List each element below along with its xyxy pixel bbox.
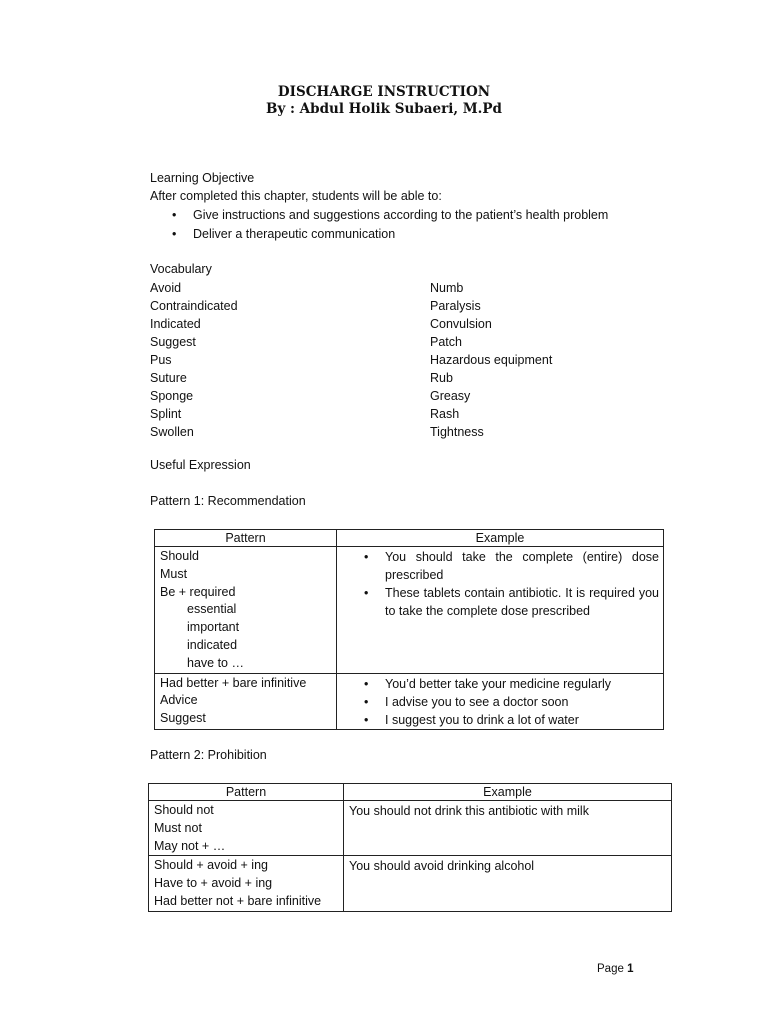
pattern-text: have to … bbox=[187, 655, 244, 670]
vocabulary-word: Indicated bbox=[150, 317, 201, 331]
document-author: By : Abdul Holik Subaeri, M.Pd bbox=[266, 101, 502, 117]
prohibition-table bbox=[148, 783, 672, 912]
vocabulary-word: Hazardous equipment bbox=[430, 353, 553, 367]
table-row bbox=[149, 801, 672, 856]
column-header-pattern: Pattern bbox=[155, 530, 337, 547]
vocabulary-left-column bbox=[150, 279, 238, 441]
column-header-example: Example bbox=[344, 784, 672, 801]
pattern-text: Had better not + bare infinitive bbox=[154, 893, 322, 908]
pattern1-heading: Pattern 1: Recommendation bbox=[150, 494, 306, 508]
pattern-text: Had better + bare infinitive bbox=[160, 675, 307, 690]
pattern-cell bbox=[149, 856, 344, 911]
pattern-text: Should + avoid + ing bbox=[154, 858, 268, 873]
vocabulary-heading: Vocabulary bbox=[150, 262, 212, 276]
vocabulary-word: Rash bbox=[430, 407, 460, 421]
page-label: Page bbox=[597, 963, 624, 975]
vocabulary-word: Contraindicated bbox=[150, 299, 238, 313]
pattern-text: Advice bbox=[160, 693, 198, 708]
example-cell: You should avoid drinking alcohol bbox=[344, 856, 672, 911]
vocabulary-word: Rub bbox=[430, 371, 453, 385]
example-cell bbox=[337, 673, 664, 729]
pattern-text: indicated bbox=[187, 637, 238, 652]
example-cell bbox=[337, 547, 664, 674]
pattern-cell bbox=[155, 673, 337, 729]
vocabulary-word: Swollen bbox=[150, 425, 194, 439]
example-text: • You’d better take your medicine regularly bbox=[342, 675, 659, 693]
pattern-text: Be + required bbox=[160, 584, 236, 599]
page-number: 1 bbox=[627, 963, 634, 975]
objective-list bbox=[150, 206, 608, 244]
example-text: • I advise you to see a doctor soon bbox=[342, 693, 659, 711]
pattern-text: Have to + avoid + ing bbox=[154, 876, 273, 891]
pattern-text: essential bbox=[187, 602, 237, 617]
learning-objective-intro: After completed this chapter, students will be able to: bbox=[150, 189, 442, 203]
vocabulary-word: Splint bbox=[150, 407, 182, 421]
vocabulary-word: Suggest bbox=[150, 335, 196, 349]
pattern2-heading: Pattern 2: Prohibition bbox=[150, 748, 267, 762]
pattern-text: May not + … bbox=[154, 838, 226, 853]
pattern-text: Should not bbox=[154, 803, 214, 817]
vocabulary-word: Patch bbox=[430, 335, 462, 349]
pattern-cell bbox=[155, 547, 337, 674]
pattern-text: Must bbox=[160, 566, 188, 581]
vocabulary-word: Suture bbox=[150, 371, 187, 385]
pattern-text: Suggest bbox=[160, 711, 206, 726]
list-item: • Give instructions and suggestions according to the patient’s health problem bbox=[150, 206, 608, 225]
page-number-footer bbox=[597, 963, 633, 975]
pattern-text: Must not bbox=[154, 820, 202, 835]
learning-objective-heading: Learning Objective bbox=[150, 171, 255, 185]
vocabulary-word: Numb bbox=[430, 281, 464, 295]
document-title: DISCHARGE INSTRUCTION bbox=[277, 84, 491, 100]
vocabulary-word: Greasy bbox=[430, 389, 471, 403]
vocabulary-word: Pus bbox=[150, 353, 172, 367]
example-text: • I suggest you to drink a lot of water bbox=[342, 711, 659, 729]
pattern-text: Should bbox=[160, 549, 199, 563]
vocabulary-right-column bbox=[430, 279, 552, 441]
pattern-cell bbox=[149, 801, 344, 856]
table-row bbox=[149, 856, 672, 911]
table-row bbox=[155, 547, 664, 674]
table-row bbox=[155, 673, 664, 729]
table-header-row bbox=[155, 530, 664, 547]
example-cell: You should not drink this antibiotic with milk bbox=[344, 801, 672, 856]
vocabulary-word: Avoid bbox=[150, 281, 182, 295]
vocabulary-word: Convulsion bbox=[430, 317, 492, 331]
pattern-text: important bbox=[187, 620, 240, 635]
example-text: • These tablets contain antibiotic. It is required you to take the complete dose prescribed bbox=[342, 584, 659, 620]
column-header-example: Example bbox=[337, 530, 664, 547]
example-text: • You should take the complete (entire) dose prescribed bbox=[342, 548, 659, 584]
column-header-pattern: Pattern bbox=[149, 784, 344, 801]
recommendation-table bbox=[154, 529, 664, 730]
table-header-row bbox=[149, 784, 672, 801]
vocabulary-word: Sponge bbox=[150, 389, 194, 403]
list-item: • Deliver a therapeutic communication bbox=[150, 225, 608, 244]
useful-expression-heading: Useful Expression bbox=[150, 458, 251, 472]
vocabulary-word: Paralysis bbox=[430, 299, 481, 313]
vocabulary-word: Tightness bbox=[430, 425, 484, 439]
